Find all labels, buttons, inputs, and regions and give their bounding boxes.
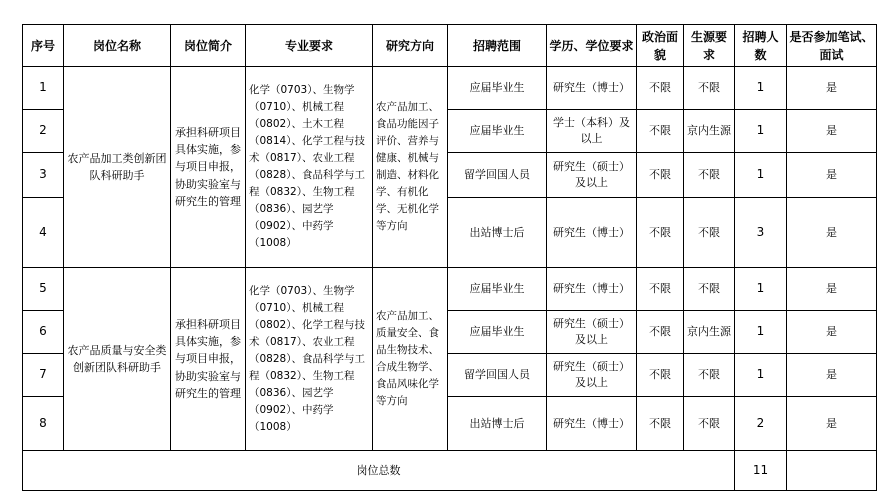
recruit-count: 1 <box>735 110 787 153</box>
recruit-scope: 留学回国人员 <box>448 354 547 397</box>
position-name: 农产品加工类创新团队科研助手 <box>64 67 171 268</box>
row-no: 2 <box>23 110 64 153</box>
political-status: 不限 <box>637 110 684 153</box>
degree-requirement: 研究生（博士） <box>547 198 637 268</box>
degree-requirement: 研究生（博士） <box>547 67 637 110</box>
header-majors: 专业要求 <box>246 25 373 67</box>
source-requirement: 京内生源 <box>684 110 735 153</box>
position-intro: 承担科研项目具体实施，参与项目申报，协助实验室与研究生的管理 <box>171 268 246 451</box>
recruit-scope: 应届毕业生 <box>448 311 547 354</box>
table-row <box>23 67 877 110</box>
header-intro: 岗位简介 <box>171 25 246 67</box>
degree-requirement: 研究生（硕士）及以上 <box>547 311 637 354</box>
header-scope: 招聘范围 <box>448 25 547 67</box>
recruit-count: 1 <box>735 153 787 198</box>
source-requirement: 不限 <box>684 67 735 110</box>
row-no: 3 <box>23 153 64 198</box>
exam-required: 是 <box>787 110 877 153</box>
header-degree: 学历、学位要求 <box>547 25 637 67</box>
exam-required: 是 <box>787 153 877 198</box>
row-no: 7 <box>23 354 64 397</box>
recruit-count: 1 <box>735 268 787 311</box>
political-status: 不限 <box>637 311 684 354</box>
recruit-scope: 应届毕业生 <box>448 268 547 311</box>
total-row <box>23 451 877 491</box>
source-requirement: 不限 <box>684 354 735 397</box>
political-status: 不限 <box>637 397 684 451</box>
exam-required: 是 <box>787 397 877 451</box>
source-requirement: 不限 <box>684 198 735 268</box>
recruit-count: 3 <box>735 198 787 268</box>
political-status: 不限 <box>637 198 684 268</box>
research-direction: 农产品加工、质量安全、食品生物技术、合成生物学、食品风味化学等方向 <box>373 268 448 451</box>
source-requirement: 京内生源 <box>684 311 735 354</box>
political-status: 不限 <box>637 268 684 311</box>
degree-requirement: 学士（本科）及以上 <box>547 110 637 153</box>
recruit-scope: 留学回国人员 <box>448 153 547 198</box>
total-count: 11 <box>735 451 787 491</box>
header-position-name: 岗位名称 <box>64 25 171 67</box>
exam-required: 是 <box>787 198 877 268</box>
table-row <box>23 268 877 311</box>
position-intro: 承担科研项目具体实施，参与项目申报，协助实验室与研究生的管理 <box>171 67 246 268</box>
source-requirement: 不限 <box>684 268 735 311</box>
degree-requirement: 研究生（硕士）及以上 <box>547 153 637 198</box>
exam-required: 是 <box>787 311 877 354</box>
major-requirements: 化学（0703）、生物学（0710）、机械工程（0802）、土木工程（0814）、化学工程与技术（0817）、农业工程（0828）、食品科学与工程（0832）、生物工程（0836）、园艺学（0902）、中药学（1008） <box>246 67 373 268</box>
exam-required: 是 <box>787 354 877 397</box>
recruit-scope: 出站博士后 <box>448 397 547 451</box>
header-exam: 是否参加笔试、面试 <box>787 25 877 67</box>
political-status: 不限 <box>637 354 684 397</box>
header-count: 招聘人数 <box>735 25 787 67</box>
row-no: 8 <box>23 397 64 451</box>
recruit-count: 1 <box>735 311 787 354</box>
source-requirement: 不限 <box>684 397 735 451</box>
total-label: 岗位总数 <box>23 451 735 491</box>
header-political: 政治面貌 <box>637 25 684 67</box>
degree-requirement: 研究生（硕士）及以上 <box>547 354 637 397</box>
position-name: 农产品质量与安全类创新团队科研助手 <box>64 268 171 451</box>
degree-requirement: 研究生（博士） <box>547 268 637 311</box>
recruit-count: 1 <box>735 67 787 110</box>
recruit-scope: 应届毕业生 <box>448 67 547 110</box>
header-no: 序号 <box>23 25 64 67</box>
major-requirements: 化学（0703）、生物学（0710）、机械工程（0802）、化学工程与技术（0817）、农业工程（0828）、食品科学与工程（0832）、生物工程（0836）、园艺学（0902）、中药学（1008） <box>246 268 373 451</box>
row-no: 6 <box>23 311 64 354</box>
row-no: 5 <box>23 268 64 311</box>
political-status: 不限 <box>637 67 684 110</box>
degree-requirement: 研究生（博士） <box>547 397 637 451</box>
recruit-scope: 出站博士后 <box>448 198 547 268</box>
row-no: 4 <box>23 198 64 268</box>
recruit-scope: 应届毕业生 <box>448 110 547 153</box>
header-row <box>23 25 877 67</box>
total-empty-cell <box>787 451 877 491</box>
recruit-count: 1 <box>735 354 787 397</box>
political-status: 不限 <box>637 153 684 198</box>
header-source: 生源要求 <box>684 25 735 67</box>
row-no: 1 <box>23 67 64 110</box>
header-direction: 研究方向 <box>373 25 448 67</box>
source-requirement: 不限 <box>684 153 735 198</box>
exam-required: 是 <box>787 67 877 110</box>
recruit-count: 2 <box>735 397 787 451</box>
research-direction: 农产品加工、食品功能因子评价、营养与健康、机械与制造、材料化学、有机化学、无机化学等方向 <box>373 67 448 268</box>
exam-required: 是 <box>787 268 877 311</box>
recruitment-table <box>22 24 877 491</box>
